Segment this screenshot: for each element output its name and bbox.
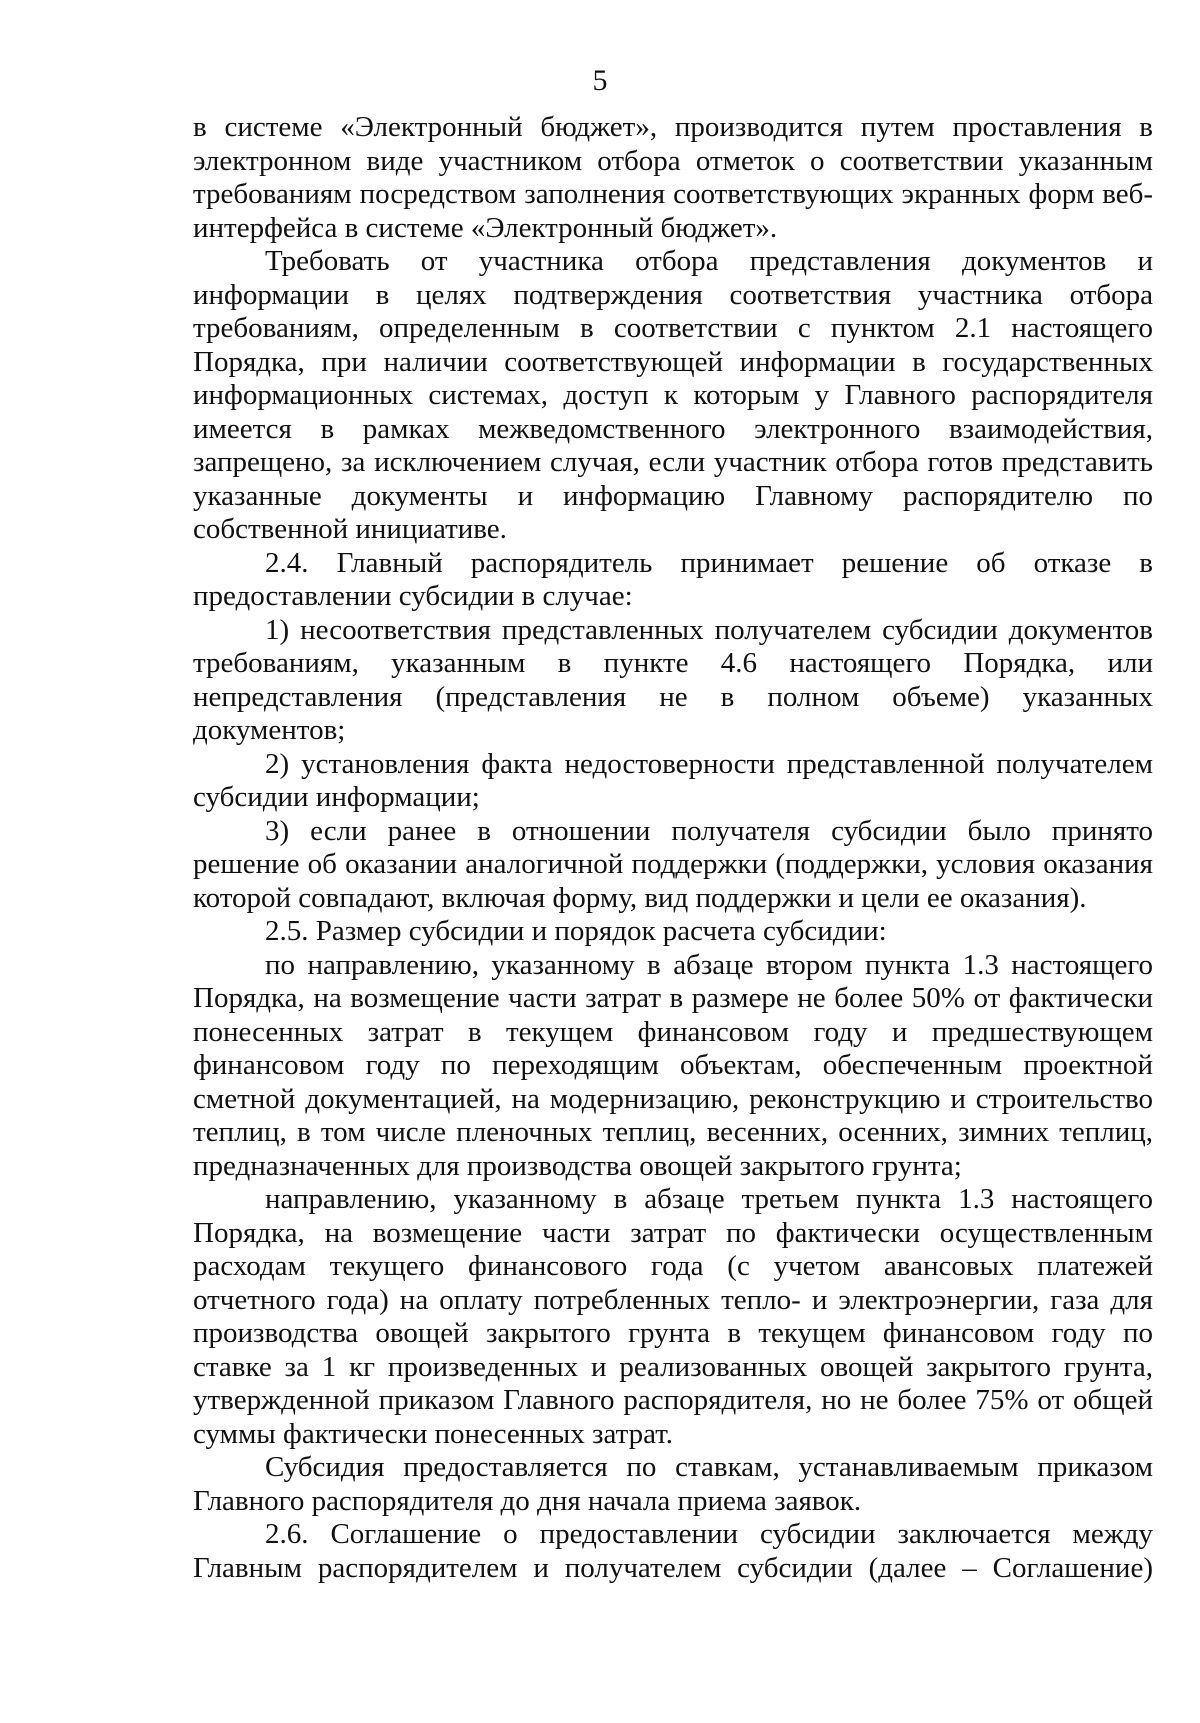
list-item-refusal-1: 1) несоответствия представленных получателем субсидии документов требованиям, указанным в пункте 4.6 настоящего Порядка, или непредставления (представления не в полном объеме) указанных документов; (193, 613, 1153, 746)
paragraph-direction-energy-costs: направлению, указанному в абзаце третьем пункта 1.3 настоящего Порядка, на возмещение части затрат по фактически осуществленным расходам текущего финансового года (с учетом авансовых платежей отчетного года) на оплату потребленных тепло- и электроэнергии, газа для производства овощей закрытого грунта в текущем финансовом году по ставке за 1 кг произведенных и реализованных овощей закрытого грунта, утвержденной приказом Главного распорядителя, но не более 75% от общей суммы фактически понесенных затрат. (193, 1183, 1153, 1450)
paragraph-electronic-budget-continuation: в системе «Электронный бюджет», производится путем проставления в электронном виде участником отбора отметок о соответствии указанным требованиям посредством заполнения соответствующих экранных форм веб-интерфейса в системе «Электронный бюджет». (193, 111, 1153, 244)
paragraph-document-request-prohibition: Требовать от участника отбора представления документов и информации в целях подтверждения соответствия участника отбора требованиям, определенным в соответствии с пунктом 2.1 настоящего Порядка, при наличии соответствующей информации в государственных информационных системах, доступ к которым у Главного распорядителя имеется в рамках межведомственного электронного взаимодействия, запрещено, за исключением случая, если участник отбора готов представить указанные документы и информацию Главному распорядителю по собственной инициативе. (193, 245, 1153, 545)
paragraph-section-2-4-refusal: 2.4. Главный распорядитель принимает решение об отказе в предоставлении субсидии в случае: (193, 546, 1153, 612)
paragraph-section-2-6-agreement: 2.6. Соглашение о предоставлении субсидии заключается между Главным распорядителем и получателем субсидии (далее – Соглашение) (193, 1518, 1153, 1584)
paragraph-direction-greenhouse-construction: по направлению, указанному в абзаце втором пункта 1.3 настоящего Порядка, на возмещение части затрат в размере не более 50% от фактически понесенных затрат в текущем финансовом году и предшествующем финансовом году по переходящим объектам, обеспеченным проектной сметной документацией, на модернизацию, реконструкцию и строительство теплиц, в том числе пленочных теплиц, весенних, осенних, зимних теплиц, предназначенных для производства овощей закрытого грунта; (193, 948, 1153, 1182)
paragraph-section-2-5-amount: 2.5. Размер субсидии и порядок расчета субсидии: (265, 915, 887, 947)
paragraph-subsidy-rates: Субсидия предоставляется по ставкам, устанавливаемым приказом Главного распорядителя до дня начала приема заявок. (193, 1451, 1153, 1517)
list-item-refusal-3: 3) если ранее в отношении получателя субсидии было принято решение об оказании аналогичной поддержки (поддержки, условия оказания которой совпадают, включая форму, вид поддержки и цели ее оказания). (193, 814, 1153, 914)
list-item-refusal-2: 2) установления факта недостоверности представленной получателем субсидии информации; (193, 747, 1153, 813)
document-body (193, 111, 1153, 1585)
page-number: 5 (592, 64, 608, 97)
